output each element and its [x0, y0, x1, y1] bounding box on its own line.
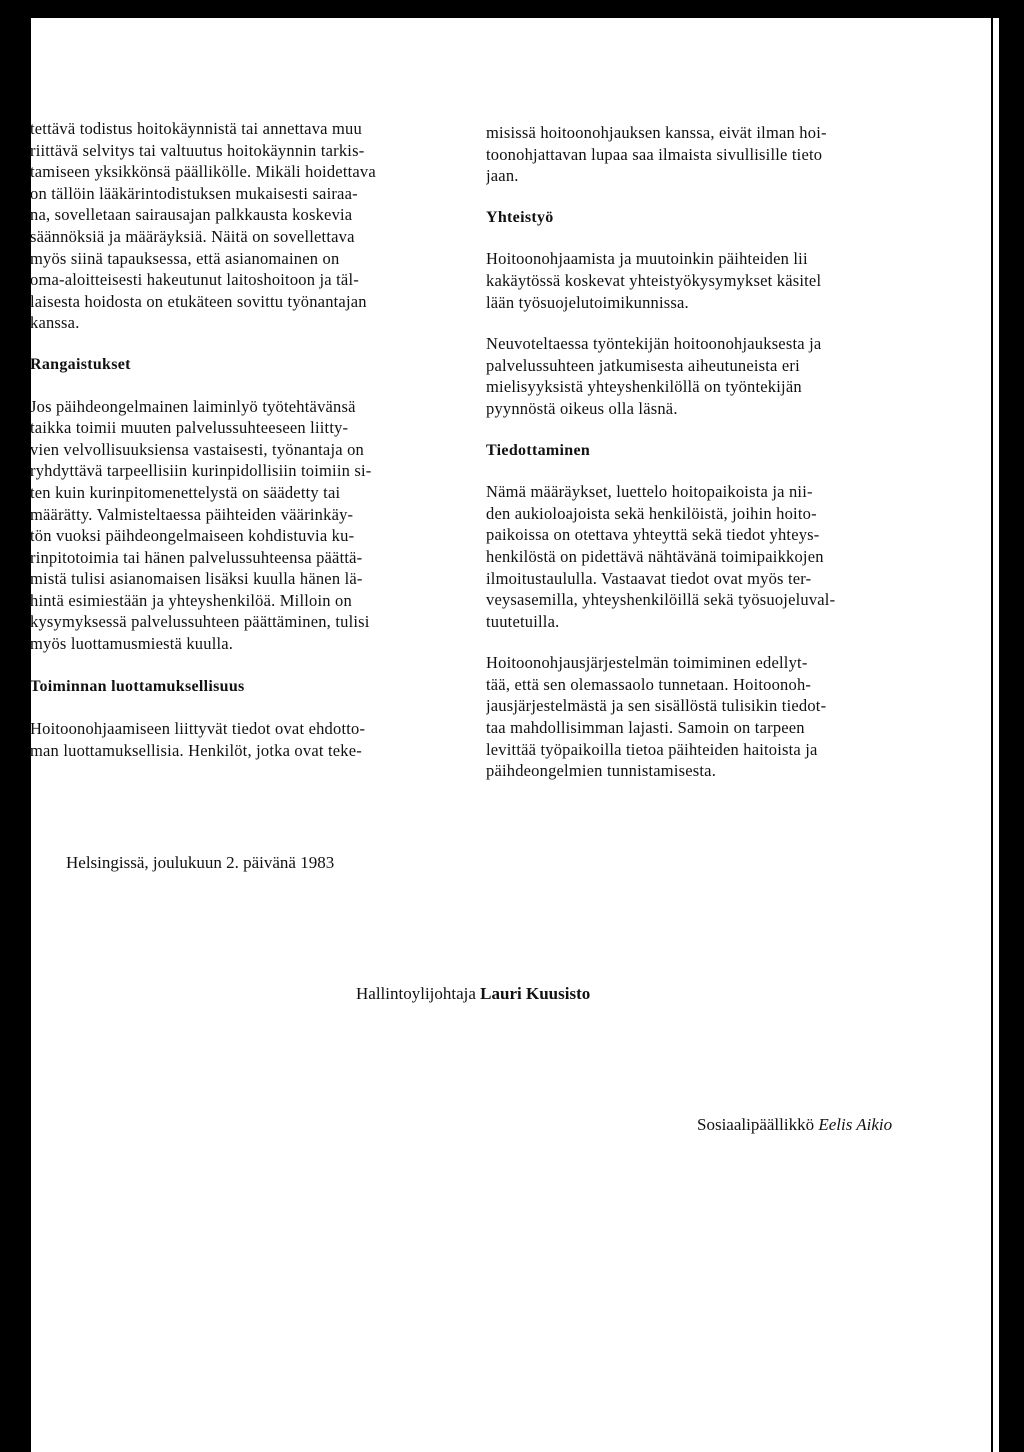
text-line: kanssa.: [30, 313, 80, 333]
text-line: palvelussuhteen jatkumisesta aiheutuneista eri: [486, 355, 800, 375]
text-line: man luottamuksellisia. Henkilöt, jotka ovat teke-: [30, 740, 362, 760]
text-line: tuutetuilla.: [486, 611, 560, 631]
rangaistukset-paragraph: [30, 396, 456, 655]
text-line: na, sovelletaan sairausajan palkkausta koskevia: [30, 205, 353, 225]
signer1-name: Lauri Kuusisto: [480, 984, 591, 1003]
text-line: tamiseen yksikkönsä päällikölle. Mikäli hoidettava: [30, 162, 376, 182]
text-line: ryhdyttävä tarpeellisiin kurinpidollisiin toimiin si-: [30, 461, 372, 481]
text-line: päihdeongelmien tunnistamisesta.: [486, 761, 717, 781]
text-line: misissä hoitoonohjauksen kanssa, eivät ilman hoi-: [486, 123, 827, 142]
text-line: määrätty. Valmisteltaessa päihteiden väärinkäy-: [30, 504, 354, 524]
text-line: riittävä selvitys tai valtuutus hoitokäynnin tarkis-: [30, 140, 365, 160]
yhteistyo-paragraph: [486, 248, 908, 313]
left-column: [30, 118, 456, 761]
text-line: Hoitoonohjaamiseen liittyvät tiedot ovat ehdotto-: [30, 719, 366, 739]
hoitoonohjausjarjestelma-paragraph: [486, 652, 908, 782]
text-line: kakäytössä koskevat yhteistyökysymykset käsitel: [486, 270, 822, 290]
right-intro-paragraph: [486, 122, 908, 187]
text-line: hintä esimiestään ja yhteyshenkilöä. Milloin on: [30, 590, 352, 610]
text-line: mistä tulisi asianomaisen lisäksi kuulla hänen lä-: [30, 569, 363, 589]
signature-block-1: [356, 984, 590, 1004]
text-line: henkilöstä on pidettävä nähtävänä toimipaikkojen: [486, 546, 824, 566]
text-line: Jos päihdeongelmainen laiminlyö työtehtävänsä: [30, 396, 356, 416]
signer2-name: Eelis Aikio: [818, 1115, 893, 1134]
place-and-date: Helsingissä, joulukuun 2. päivänä 1983: [66, 853, 335, 872]
neuvoteltaessa-paragraph: [486, 333, 908, 419]
heading-tiedottaminen: Tiedottaminen: [486, 441, 591, 459]
text-line: myös siinä tapauksessa, että asianomainen on: [30, 248, 340, 268]
text-line: oma-aloitteisesti hakeutunut laitoshoitoon ja täl-: [30, 270, 359, 290]
text-line: Hoitoonohjausjärjestelmän toimiminen edellyt-: [486, 653, 808, 673]
text-line: levittää työpaikoilla tietoa päihteiden haitoista ja: [486, 739, 818, 759]
text-line: vien velvollisuuksiensa vastaisesti, työnantaja on: [30, 439, 364, 459]
text-line: den aukioloajoista sekä henkilöistä, joihin hoito-: [486, 503, 817, 523]
heading-toiminnan-luottamuksellisuus: Toiminnan luottamuksellisuus: [30, 677, 245, 695]
text-line: veysasemilla, yhteyshenkilöillä sekä työsuojeluval-: [486, 590, 836, 610]
text-line: ten kuin kurinpitomenettelystä on säädetty tai: [30, 482, 341, 502]
text-line: ilmoitustaululla. Vastaavat tiedot ovat myös ter-: [486, 568, 812, 588]
text-line: kysymyksessä palvelussuhteen päättäminen, tulisi: [30, 612, 370, 632]
text-line: Neuvoteltaessa työntekijän hoitoonohjauksesta ja: [486, 334, 822, 354]
text-line: lään työsuojelutoimikunnissa.: [486, 292, 689, 312]
text-line: laisesta hoidosta on etukäteen sovittu työnantajan: [30, 291, 367, 311]
right-edge-strip: [993, 18, 999, 1452]
text-line: tettävä todistus hoitokäynnistä tai annettava muu: [30, 119, 362, 138]
text-line: rinpitotoimia tai hänen palvelussuhteensa päättä-: [30, 547, 363, 567]
signature-block-2: [697, 1115, 892, 1135]
heading-rangaistukset: Rangaistukset: [30, 355, 131, 373]
luottamuksellisuus-paragraph: [30, 718, 456, 761]
text-line: taa mahdollisimman lajasti. Samoin on tarpeen: [486, 718, 805, 738]
text-line: on tällöin lääkärintodistuksen mukaisesti sairaa-: [30, 183, 358, 203]
text-line: toonohjattavan lupaa saa ilmaista sivullisille tieto: [486, 144, 823, 164]
text-line: mielisyyksistä yhteyshenkilöllä on työntekijän: [486, 377, 802, 397]
text-line: Hoitoonohjaamista ja muutoinkin päihteiden lii: [486, 249, 808, 269]
text-line: jaan.: [486, 166, 519, 186]
text-line: säännöksiä ja määräyksiä. Näitä on sovellettava: [30, 226, 355, 246]
heading-yhteistyo: Yhteistyö: [486, 208, 554, 226]
text-line: jausjärjestelmästä ja sen sisällöstä tulisikin tiedot-: [486, 696, 827, 716]
text-line: Nämä määräykset, luettelo hoitopaikoista ja nii-: [486, 482, 813, 502]
tiedottaminen-paragraph: [486, 481, 908, 632]
signer1-title: Hallintoylijohtaja: [356, 984, 476, 1003]
text-line: tön vuoksi päihdeongelmaiseen kohdistuvia ku-: [30, 526, 355, 546]
left-intro-paragraph: [30, 118, 456, 334]
text-line: pyynnöstä oikeus olla läsnä.: [486, 398, 678, 418]
text-line: paikoissa on otettava yhteyttä sekä tiedot yhteys-: [486, 525, 820, 545]
text-line: myös luottamusmiestä kuulla.: [30, 634, 234, 654]
signer2-title: Sosiaalipäällikkö: [697, 1115, 815, 1134]
text-line: taikka toimii muuten palvelussuhteeseen liitty-: [30, 418, 349, 438]
text-line: tää, että sen olemassaolo tunnetaan. Hoitoonoh-: [486, 674, 812, 694]
right-column: [486, 122, 908, 782]
